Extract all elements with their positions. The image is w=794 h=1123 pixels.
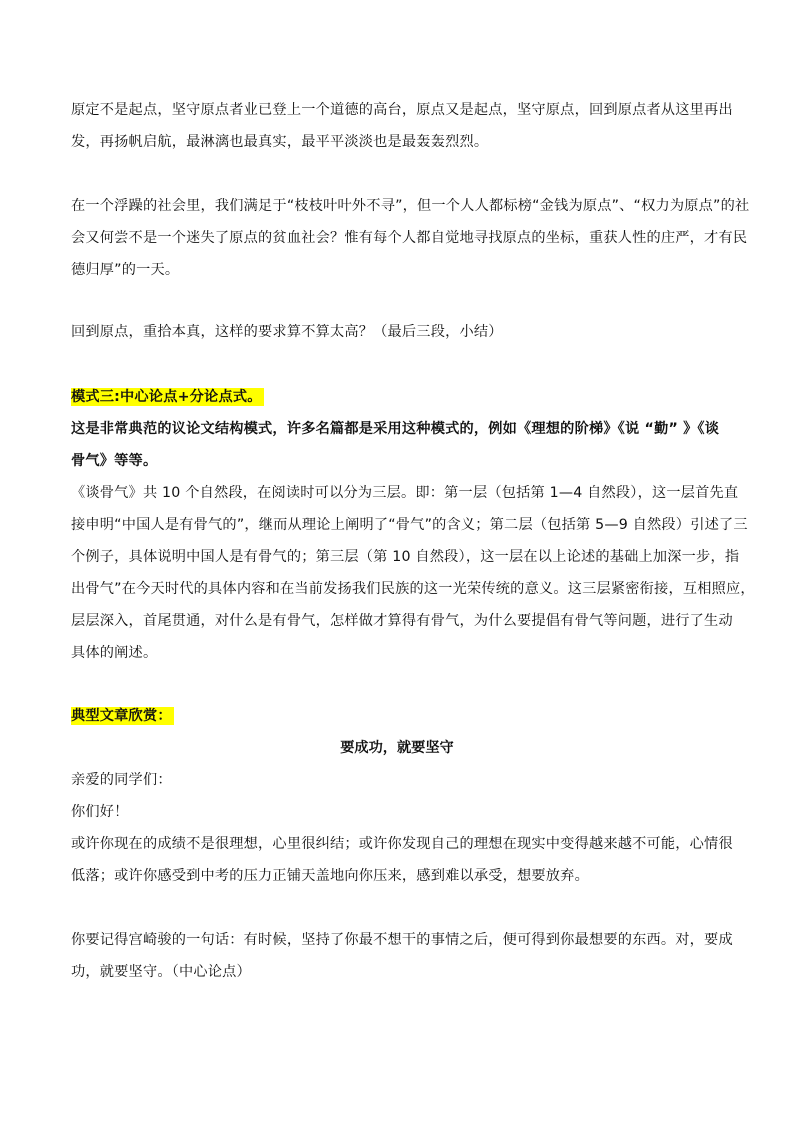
text-line: 在一个浮躁的社会里，我们满足于“枝枝叶叶外不寻”，但一个人人都标榜“金钱为原点”、“权力为原点”的社 (71, 198, 750, 214)
text-line: 会又何尝不是一个迷失了原点的贫血社会？惟有每个人都自觉地寻找原点的坐标，重获人性的庄严，才有民 (71, 230, 748, 246)
typical-heading-line (71, 700, 727, 732)
essay-body (71, 764, 733, 892)
paragraph-origin-point (71, 94, 733, 158)
paragraph-summary (71, 316, 727, 348)
greeting: 你们好！ (71, 804, 129, 820)
analysis-line: 层层深入，首尾贯通，对什么是有骨气，怎样做才算得有骨气，为什么要提倡有骨气等问题，进行了生动 (71, 613, 733, 629)
mode3-section (71, 381, 755, 669)
analysis-line: 出骨气”在今天时代的具体内容和在当前发扬我们民族的这一光荣传统的意义。这三层紧密衔接，互相照应， (71, 581, 755, 597)
analysis-line: 《谈骨气》共 10 个自然段，在阅读时可以分为三层。即：第一层（包括第 1—4 自然段），这一层首先直 (71, 485, 739, 501)
mode3-intro-line: 骨气》等等。 (71, 453, 158, 469)
essay-title: 要成功，就要坚守 (340, 740, 454, 756)
essay-para-line: 低落；或许你感受到中考的压力正铺天盖地向你压来，感到难以承受，想要放弃。 (71, 868, 589, 884)
analysis-line: 具体的阐述。 (71, 645, 158, 661)
text-line: 原定不是起点，坚守原点者业已登上一个道德的高台，原点又是起点，坚守原点，回到原点者从这里再出 (71, 102, 733, 118)
essay-para-line: 或许你现在的成绩不是很理想，心里很纠结；或许你发现自己的理想在现实中变得越来越不可能，心情很 (71, 836, 733, 852)
essay-para-line: 你要记得宫崎骏的一句话：有时候，坚持了你最不想干的事情之后，便可得到你最想要的东西。对，要成 (71, 932, 733, 948)
salutation: 亲爱的同学们： (71, 772, 172, 788)
text-line: 回到原点，重拾本真，这样的要求算不算太高？（最后三段，小结） (71, 324, 503, 340)
mode3-heading-line (71, 381, 727, 413)
text-line: 德归厚”的一天。 (71, 262, 180, 278)
essay-central-argument (71, 924, 733, 988)
typical-essay-heading-block (71, 700, 727, 732)
text-line: 发，再扬帆启航，最淋漓也最真实，最平平淡淡也是最轰轰烈烈。 (71, 134, 489, 150)
mode3-intro-line: 这是非常典范的议论文结构模式，许多名篇都是采用这种模式的，例如《理想的阶梯》《说 “勤” 》《谈 (71, 421, 720, 437)
essay-para-line: 功，就要坚守。（中心论点） (71, 964, 251, 980)
typical-essay-heading: 典型文章欣赏： (71, 708, 172, 724)
analysis-line: 接申明“中国人是有骨气的”，继而从理论上阐明了“骨气”的含义；第二层（包括第 5—9 自然段）引述了三 (71, 517, 748, 533)
paragraph-impetuous-society (71, 190, 750, 286)
mode3-heading: 模式三:中心论点+分论点式。 (71, 389, 262, 405)
analysis-line: 个例子，具体说明中国人是有骨气的；第三层（第 10 自然段），这一层在以上论述的基础上加深一步，指 (71, 549, 740, 565)
